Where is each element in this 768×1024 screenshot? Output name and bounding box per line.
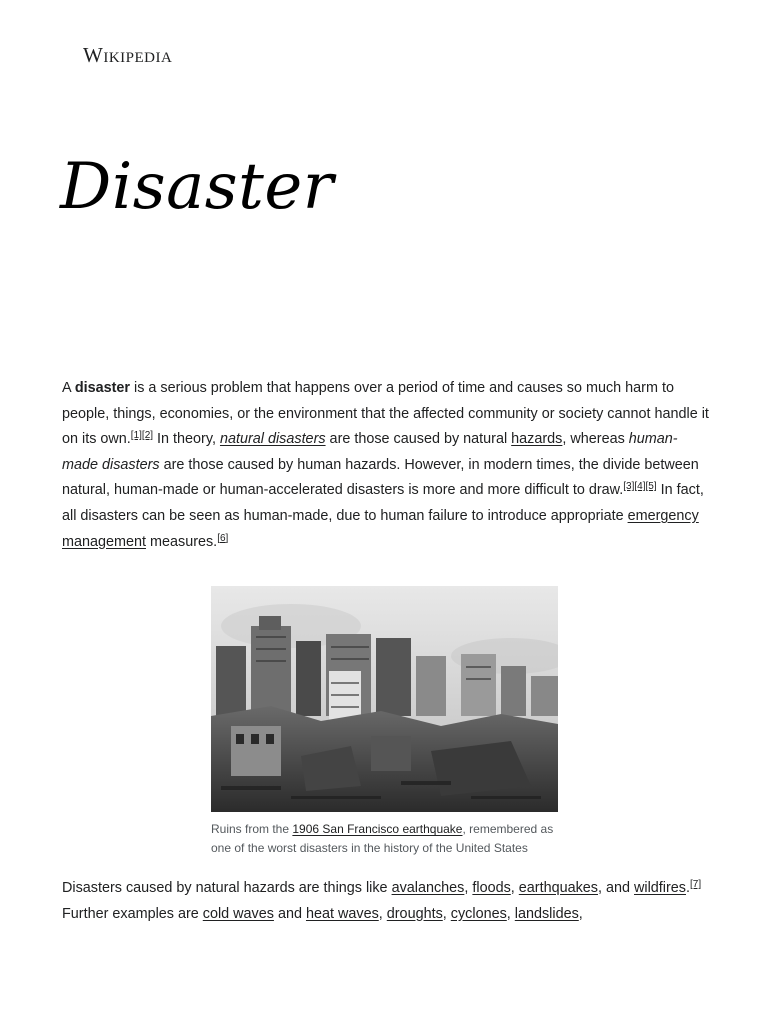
page-title: Disaster [60,150,334,224]
link-wildfires[interactable]: wildfires [634,880,686,896]
earthquake-ruins-photo[interactable] [211,586,558,812]
link-hazards[interactable]: hazards [511,431,563,448]
text-run: , [442,905,451,922]
link-heat-waves[interactable]: heat waves [305,905,379,922]
citation-link-7[interactable]: [7] [690,879,702,890]
text-run: Further examples are [62,905,203,922]
link-1906-san-francisco-earthquake[interactable]: 1906 San Francisco earthquake [292,822,463,836]
text-run: In fact, all disasters can be seen as human-made, due to human failure to introduce appropriate [62,482,704,524]
figure [211,586,558,858]
text-run: In theory, [153,431,220,448]
link-landslides[interactable]: landslides [514,905,579,922]
text-run: , [464,880,473,896]
citation-ref[interactable] [217,533,228,544]
link-droughts[interactable]: droughts [386,905,443,922]
link-natural-disasters[interactable]: natural disasters [219,431,326,448]
link-cold-waves[interactable]: cold waves [202,905,274,922]
text-run: , [378,905,387,922]
bold-term: disaster [74,380,131,396]
citation-link-2[interactable]: [2] [141,430,154,442]
text-run: , [510,880,519,896]
citation-ref[interactable] [646,481,657,492]
caption-text: , remembered as one of the worst disasters in the history of the United States [211,822,554,855]
text-run: , [578,905,583,922]
text-run: are those caused by human hazards. However, in modern times, the divide between natural, human-made or human-accelerated disasters is more and more difficult to draw. [62,456,699,499]
citation-link-1[interactable]: [1] [130,430,142,442]
text-run: Disasters caused by natural hazards are things like [62,880,392,896]
second-paragraph [62,876,712,927]
figure-caption [211,820,558,858]
link-earthquakes[interactable]: earthquakes [518,880,598,896]
text-run: , [506,905,515,922]
citation-link-4[interactable]: [4] [634,481,646,493]
text-run: and [273,905,306,922]
citation-ref[interactable] [623,481,634,492]
citation-link-3[interactable]: [3] [623,481,635,493]
text-run: is a serious problem that happens over a period of time and causes so much harm to people, things, economies, or the environment that the affected community or society cannot handle it on its own. [62,380,709,448]
citation-link-6[interactable]: [6] [217,532,229,544]
link-avalanches[interactable]: avalanches [391,880,465,896]
citation-ref[interactable] [131,430,142,441]
link-cyclones[interactable]: cyclones [450,905,507,922]
caption-text: Ruins from the [211,822,293,836]
italic-term: human-made disasters [62,431,678,473]
citation-ref[interactable] [142,430,153,441]
link-emergency-management[interactable]: emergency management [62,507,699,550]
text-run: , whereas [562,431,629,448]
intro-paragraph [62,376,712,555]
text-run: are those caused by natural [325,431,512,448]
text-run: measures. [146,533,218,550]
text-run: . [686,880,690,896]
link-floods[interactable]: floods [472,880,511,896]
text-run: A [62,380,75,396]
wikipedia-wordmark[interactable]: Wikipedia [83,43,173,67]
citation-ref[interactable] [634,481,645,492]
text-run: , and [598,880,635,896]
citation-link-5[interactable]: [5] [645,481,657,493]
citation-ref[interactable] [690,879,701,890]
